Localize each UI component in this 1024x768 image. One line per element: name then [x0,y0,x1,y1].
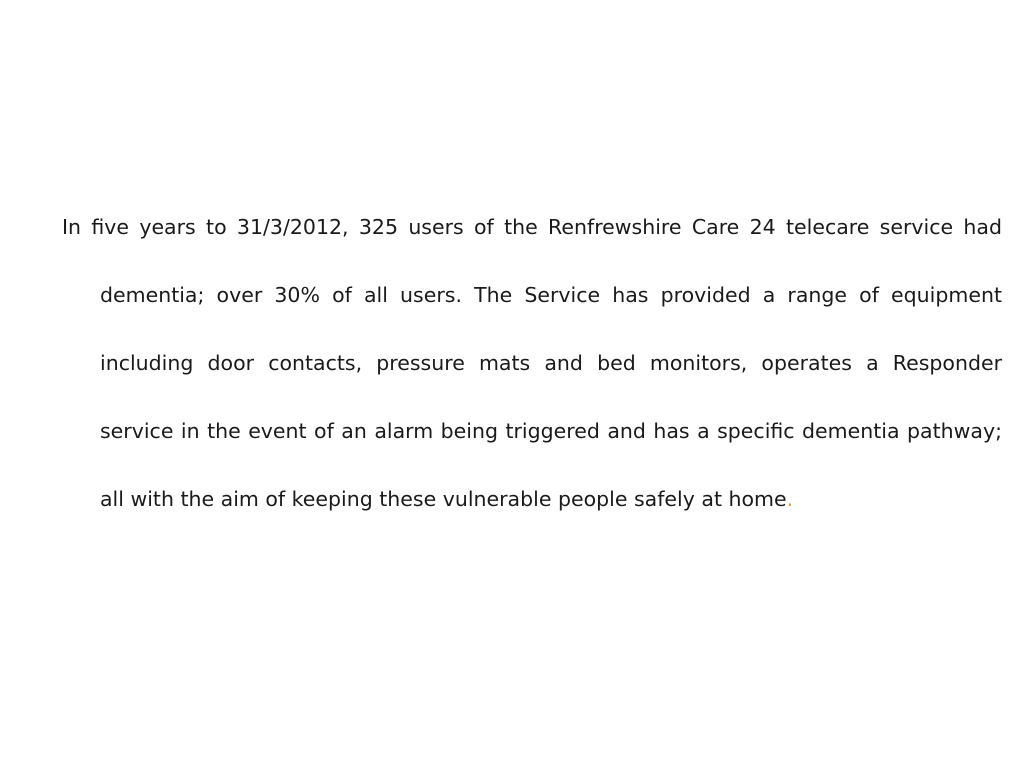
body-paragraph [62,193,1002,533]
paragraph-text: In five years to 31/3/2012, 325 users of the Renfrewshire Care 24 telecare service had dementia; over 30% of all users. The Service has provided a range of equipment including door contacts, pressure mats and bed monitors, operates a Responder service in the event of an alarm being triggered and has a specific dementia pathway; all with the aim of keeping these vulnerable people safely at home [62,215,1002,511]
paragraph-end-period: . [786,487,794,511]
